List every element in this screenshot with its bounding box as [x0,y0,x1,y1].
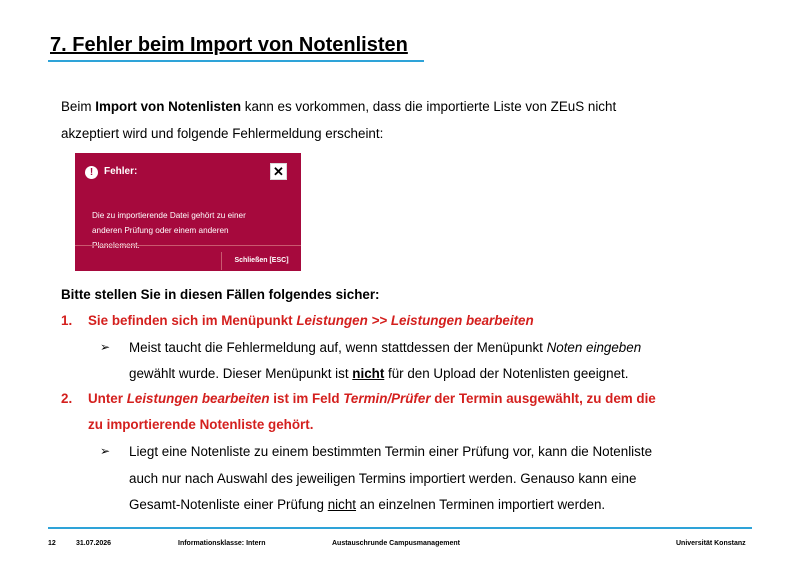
footer-date: 31.07.2026 [76,540,112,547]
item-1-number: 1. [61,313,73,328]
page-title: 7. Fehler beim Import von Notenlisten [50,34,408,56]
intro-line-1: Beim Import von Notenlisten kann es vorkommen, dass die importierte Liste von ZEuS nicht [61,99,617,114]
footer-organization: Universität Konstanz [676,540,746,547]
footer-divider [48,527,752,529]
bullet-1-line-1: Meist taucht die Fehlermeldung auf, wenn stattdessen der Menüpunkt Noten eingeben [129,340,642,355]
close-icon: ✕ [270,163,287,180]
bullet-2-line-2: auch nur nach Auswahl des jeweiligen Termins importiert werden. Genauso kann eine [129,471,637,486]
item-2-line-1: Unter Leistungen bearbeiten ist im Feld Termin/Prüfer der Termin ausgewählt, zu dem die [88,391,656,406]
item-1-text: Sie befinden sich im Menüpunkt Leistungen >> Leistungen bearbeiten [88,313,534,328]
item-2-number: 2. [61,391,73,406]
footer-page-number: 12 [48,540,56,547]
arrow-bullet-icon: ➢ [100,340,111,354]
error-dialog-screenshot [75,153,301,271]
exclamation-icon: ! [85,166,98,179]
dialog-title: Fehler: [104,166,138,177]
arrow-bullet-icon: ➢ [100,444,111,458]
title-underline [48,60,424,62]
bullet-2-line-3: Gesamt-Notenliste einer Prüfung nicht an einzelnen Terminen importiert werden. [129,497,606,512]
checklist-heading: Bitte stellen Sie in diesen Fällen folgendes sicher: [61,287,380,302]
bullet-2-line-1: Liegt eine Notenliste zu einem bestimmten Termin einer Prüfung vor, kann die Notenliste [129,444,653,459]
intro-line-2: akzeptiert wird und folgende Fehlermeldung erscheint: [61,126,384,141]
bullet-1-line-2: gewählt wurde. Dieser Menüpunkt ist nicht für den Upload der Notenlisten geeignet. [129,366,629,381]
footer-event: Austauschrunde Campusmanagement [332,540,460,547]
dialog-close-button: Schließen [ESC] [221,252,301,270]
footer-classification: Informationsklasse: Intern [178,540,266,547]
item-2-line-2: zu importierende Notenliste gehört. [88,417,314,432]
dialog-divider [75,245,301,246]
dialog-message: Die zu importierende Datei gehört zu einer anderen Prüfung oder einem anderen [92,211,246,235]
